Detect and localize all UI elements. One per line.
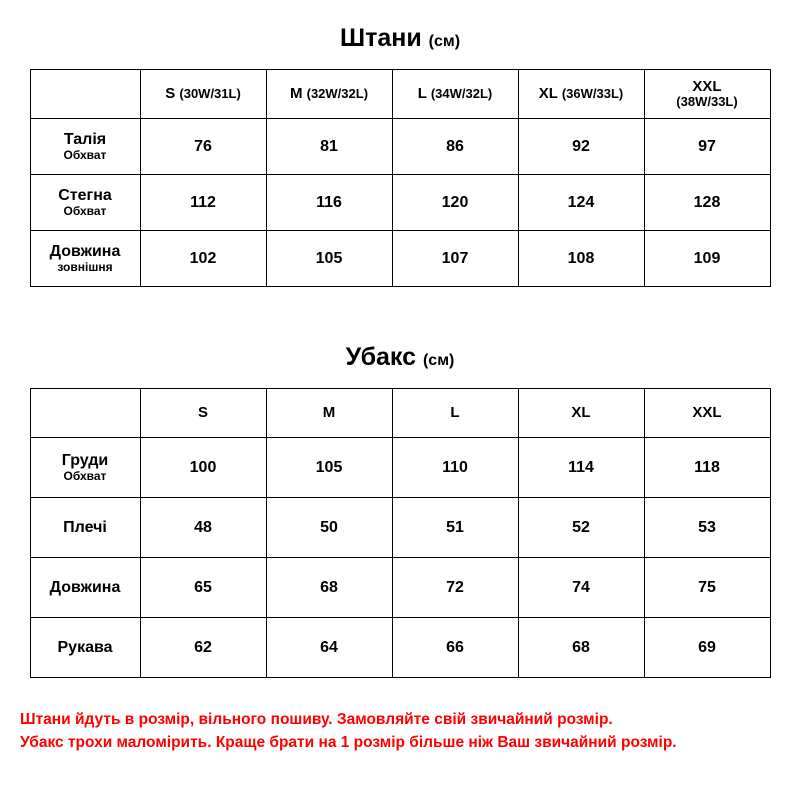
- pants-col-size-l: L: [417, 85, 427, 103]
- pants-table: [30, 69, 771, 287]
- shirt-row-label-chest-sub: Обхват: [63, 468, 107, 483]
- pants-col-size-s: S: [165, 85, 176, 103]
- pants-col-spec-s: (30W/31L): [179, 86, 241, 102]
- pants-col-header-xl: [518, 70, 644, 119]
- shirt-col-size-s: S: [197, 404, 208, 422]
- shirt-shoulders-s: 48: [140, 498, 266, 558]
- pants-hips-xxl: 128: [644, 175, 770, 231]
- shirt-title-text: Убакс: [345, 343, 417, 371]
- pants-waist-s: 76: [140, 119, 266, 175]
- shirt-sleeves-xl: 68: [518, 618, 644, 678]
- table-row: [30, 438, 770, 498]
- pants-col-header-m: [266, 70, 392, 119]
- table-row: [30, 618, 770, 678]
- shirt-corner-cell: [30, 389, 140, 438]
- note-line-2: Убакс трохи маломірить. Краще брати на 1 розмір більше ніж Ваш звичайний розмір.: [20, 734, 677, 752]
- shirt-row-label-sleeves: [30, 618, 140, 678]
- shirt-shoulders-m: 50: [266, 498, 392, 558]
- shirt-col-size-xxl: XXL: [692, 404, 722, 422]
- table-row: [30, 231, 770, 287]
- table-row: [30, 119, 770, 175]
- table-row: [30, 558, 770, 618]
- shirt-col-size-l: L: [450, 404, 460, 422]
- pants-waist-l: 86: [392, 119, 518, 175]
- shirt-header-row: [30, 389, 770, 438]
- pants-length-xxl: 109: [644, 231, 770, 287]
- shirt-col-header-xxl: [644, 389, 770, 438]
- shirt-shoulders-xl: 52: [518, 498, 644, 558]
- pants-length-xl: 108: [518, 231, 644, 287]
- notes-block: [20, 708, 794, 755]
- shirt-chest-l: 110: [392, 438, 518, 498]
- shirt-col-size-m: M: [322, 404, 336, 422]
- shirt-col-header-xl: [518, 389, 644, 438]
- pants-hips-xl: 124: [518, 175, 644, 231]
- table-row: [30, 175, 770, 231]
- pants-waist-m: 81: [266, 119, 392, 175]
- shirt-length-m: 68: [266, 558, 392, 618]
- pants-title-unit: (см): [428, 33, 461, 50]
- pants-col-spec-xxl: (38W/33L): [676, 94, 738, 110]
- pants-row-label-waist: [30, 119, 140, 175]
- shirt-row-label-length: [30, 558, 140, 618]
- pants-row-label-length-main: Довжина: [49, 243, 121, 261]
- shirt-length-l: 72: [392, 558, 518, 618]
- pants-row-label-length: [30, 231, 140, 287]
- shirt-row-label-sleeves-main: Рукава: [57, 638, 113, 656]
- shirt-col-size-xl: XL: [571, 404, 591, 422]
- pants-col-spec-m: (32W/32L): [306, 86, 369, 102]
- pants-title-text: Штани: [339, 24, 422, 52]
- pants-length-m: 105: [266, 231, 392, 287]
- shirt-title-unit: (см): [422, 352, 455, 369]
- pants-row-label-length-sub: зовнішня: [57, 259, 113, 274]
- shirt-length-s: 65: [140, 558, 266, 618]
- shirt-row-label-shoulders: [30, 498, 140, 558]
- pants-row-label-waist-sub: Обхват: [63, 147, 107, 162]
- shirt-sleeves-l: 66: [392, 618, 518, 678]
- pants-col-header-s: [140, 70, 266, 119]
- pants-col-spec-xl: (36W/33L): [561, 86, 624, 102]
- shirt-col-header-l: [392, 389, 518, 438]
- pants-hips-m: 116: [266, 175, 392, 231]
- pants-row-label-hips: [30, 175, 140, 231]
- pants-hips-s: 112: [140, 175, 266, 231]
- shirt-col-header-s: [140, 389, 266, 438]
- table-row: [30, 498, 770, 558]
- pants-col-size-xl: XL: [538, 85, 558, 103]
- shirt-length-xxl: 75: [644, 558, 770, 618]
- pants-header-row: [30, 70, 770, 119]
- pants-row-label-hips-main: Стегна: [58, 187, 112, 205]
- pants-row-label-waist-main: Талія: [63, 131, 107, 149]
- pants-waist-xxl: 97: [644, 119, 770, 175]
- pants-hips-l: 120: [392, 175, 518, 231]
- pants-length-s: 102: [140, 231, 266, 287]
- shirt-row-label-shoulders-main: Плечі: [63, 518, 107, 536]
- shirt-shoulders-l: 51: [392, 498, 518, 558]
- pants-corner-cell: [30, 70, 140, 119]
- shirt-row-label-length-main: Довжина: [49, 578, 121, 596]
- shirt-sleeves-s: 62: [140, 618, 266, 678]
- pants-waist-xl: 92: [518, 119, 644, 175]
- pants-col-size-xxl: XXL: [692, 77, 722, 95]
- pants-col-header-xxl: [644, 70, 770, 119]
- shirt-chest-xxl: 118: [644, 438, 770, 498]
- shirt-sleeves-m: 64: [266, 618, 392, 678]
- shirt-chest-s: 100: [140, 438, 266, 498]
- shirt-row-label-chest: [30, 438, 140, 498]
- pants-col-size-m: M: [289, 85, 303, 103]
- pants-col-header-l: [392, 70, 518, 119]
- note-line-1: Штани йдуть в розмір, вільного пошиву. Замовляйте свій звичайний розмір.: [20, 711, 613, 728]
- shirt-section: [0, 343, 800, 678]
- shirt-chest-m: 105: [266, 438, 392, 498]
- pants-section: [0, 24, 800, 287]
- shirt-row-label-chest-main: Груди: [61, 452, 109, 470]
- shirt-title: [0, 343, 800, 372]
- pants-row-label-hips-sub: Обхват: [63, 203, 107, 218]
- pants-title: [0, 24, 800, 53]
- shirt-table: [30, 388, 771, 678]
- shirt-col-header-m: [266, 389, 392, 438]
- shirt-chest-xl: 114: [518, 438, 644, 498]
- shirt-shoulders-xxl: 53: [644, 498, 770, 558]
- pants-length-l: 107: [392, 231, 518, 287]
- pants-col-spec-l: (34W/32L): [430, 86, 493, 102]
- shirt-sleeves-xxl: 69: [644, 618, 770, 678]
- shirt-length-xl: 74: [518, 558, 644, 618]
